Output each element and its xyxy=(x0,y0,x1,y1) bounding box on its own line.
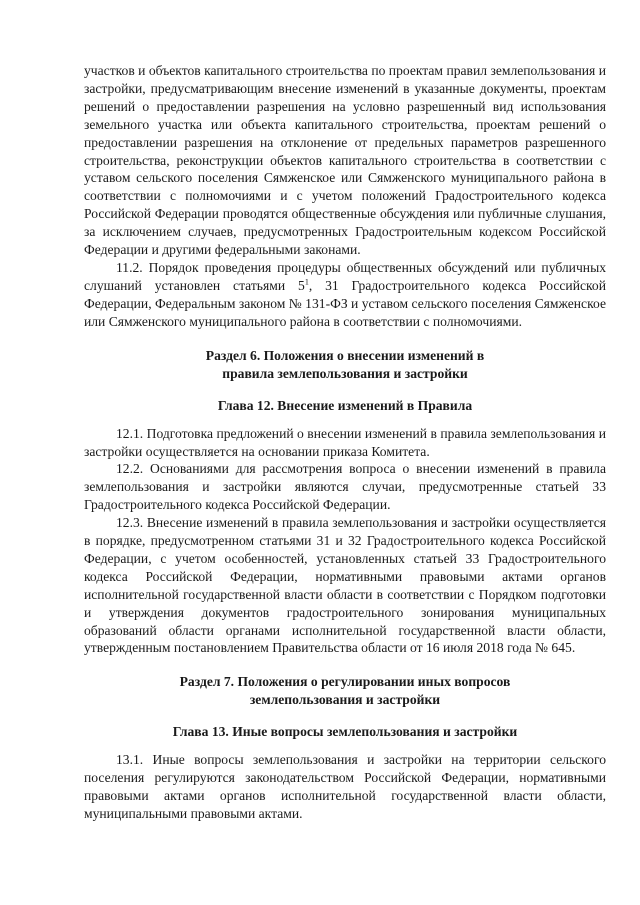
section-7-title-line-2: землепользования и застройки xyxy=(249,692,441,708)
spacer xyxy=(84,331,606,347)
paragraph-continuation: участков и объектов капитального строительства по проектам правил землепользования и застройки, предусматривающим внесение изменений в указанные документы, проектам решений о предоставлении разрешения на условно разрешенный вид использования земельного участка или объекта капитального строительства, проектам решений о предоставлении разрешения на отклонение от предельных параметров разрешенного строительства, реконструкции объектов капитального строительства в соответствии с уставом сельского поселения Сямженское или Сямженского муниципального района в соответствии с полномочиями и с учетом положений Градостроительного кодекса Российской Федерации проводятся общественные обсуждения или публичные слушания, за исключением случаев, предусмотренных Градостроительным кодексом Российской Федерации и другими федеральными законами. xyxy=(84,63,606,258)
paragraph-12-2: 12.2. Основаниями для рассмотрения вопроса о внесении изменений в правила землепользования и застройки являются случаи, предусмотренные статьей 33 Градостроительного кодекса Российской Федерации. xyxy=(84,461,606,513)
section-7-title-line-1: Раздел 7. Положения о регулировании иных вопросов xyxy=(179,674,511,690)
spacer xyxy=(84,709,606,723)
paragraph-12-1: 12.1. Подготовка предложений о внесении изменений в правила землепользования и застройки осуществляется на основании приказа Комитета. xyxy=(84,425,606,459)
spacer xyxy=(84,415,606,425)
chapter-12-title: Глава 12. Внесение изменений в Правила xyxy=(217,397,473,413)
chapter-13-title: Глава 13. Иные вопросы землепользования и застройки xyxy=(172,724,518,740)
spacer xyxy=(84,383,606,397)
section-6-title-line-1: Раздел 6. Положения о внесении изменений в xyxy=(205,347,485,363)
superscript-marker: 1 xyxy=(304,277,309,287)
spacer xyxy=(84,657,606,673)
paragraph-11-2 xyxy=(84,259,606,331)
section-6-title-line-2: правила землепользования и застройки xyxy=(222,365,468,381)
spacer xyxy=(84,741,606,751)
paragraph-12-3: 12.3. Внесение изменений в правила землепользования и застройки осуществляется в порядке, предусмотренном статьями 31 и 32 Градостроительного кодекса Российской Федерации, с учетом особенностей, установленных статьей 33 Градостроительного кодекса Российской Федерации, нормативными правовыми актами органов исполнительной государственной власти области в соответствии с Порядком подготовки и утверждения документов градостроительного зонирования муниципальных образований области органами исполнительной государственной власти области, утвержденным постановлением Правительства области от 16 июля 2018 года № 645. xyxy=(84,515,606,656)
document-page xyxy=(84,62,606,823)
paragraph-11-2-text-start: 11.2. Порядок проведения процедуры общественных обсуждений или публичных слушаний установлен статьями 5 xyxy=(84,259,606,293)
paragraph-13-1: 13.1. Иные вопросы землепользования и застройки на территории сельского поселения регулируются законодательством Российской Федерации, нормативными правовыми актами органов исполнительной государственной власти области, муниципальными правовыми актами. xyxy=(84,752,606,822)
paragraph-11-2-text-end: , 31 Градостроительного кодекса Российской Федерации, Федеральным законом № 131-ФЗ и уставом сельского поселения Сямженское или Сямженского муниципального района в соответствии с полномочиями. xyxy=(84,277,606,329)
